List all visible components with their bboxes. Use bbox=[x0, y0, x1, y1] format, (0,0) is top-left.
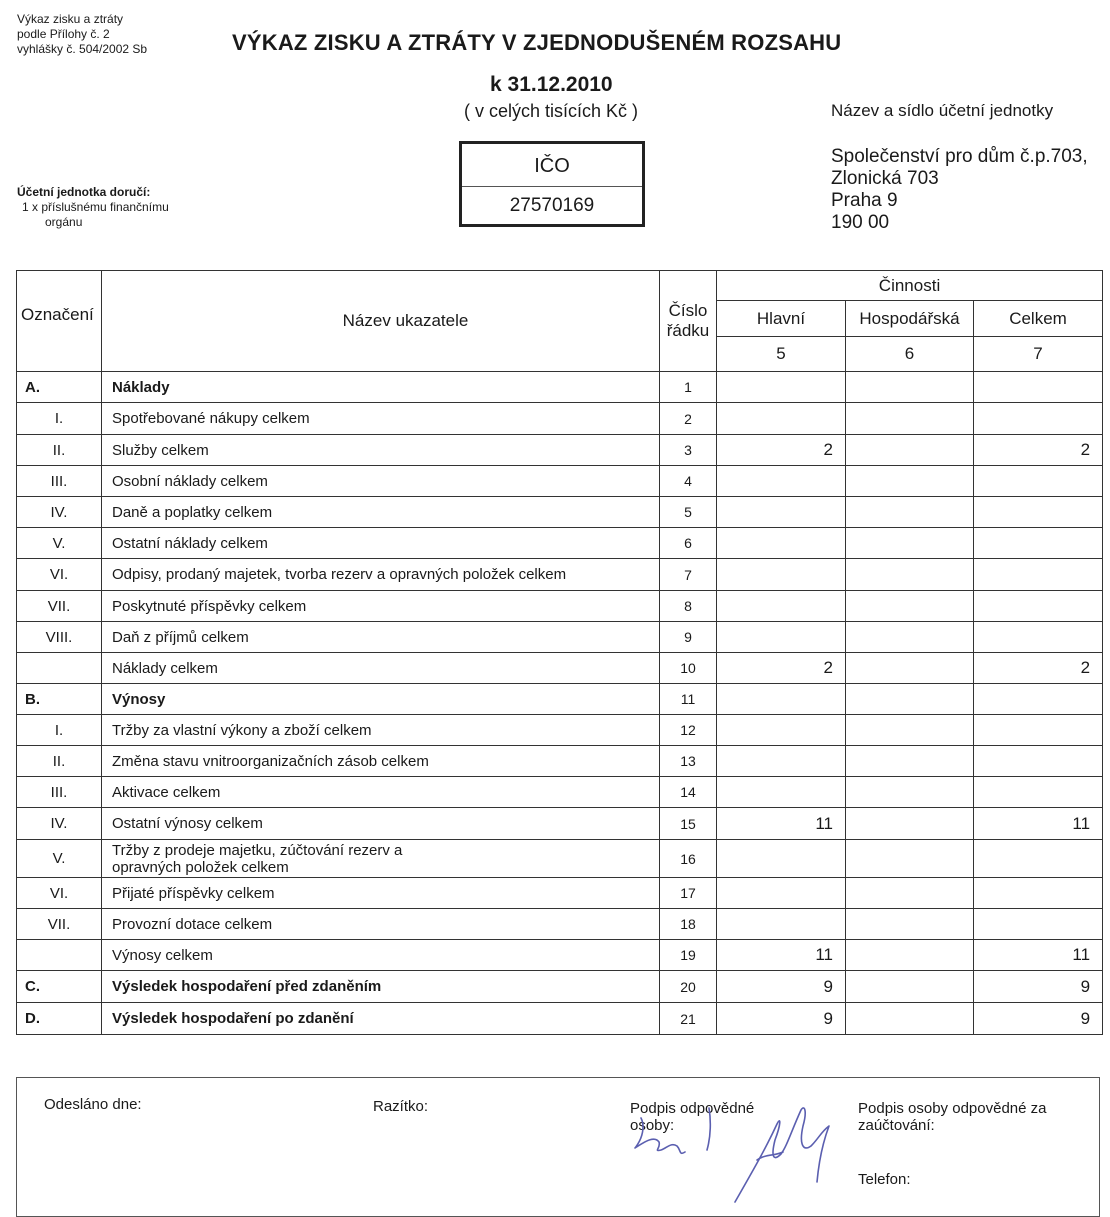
form-reference-line: Výkaz zisku a ztráty bbox=[17, 12, 124, 26]
header-hospodarska: Hospodářská bbox=[846, 301, 974, 337]
stamp-label: Razítko: bbox=[373, 1098, 429, 1115]
row-value-hlavni bbox=[717, 559, 846, 591]
ico-label: IČO bbox=[462, 144, 642, 187]
row-value-hlavni bbox=[717, 466, 846, 497]
row-value-celkem bbox=[974, 684, 1103, 715]
row-number: 12 bbox=[660, 715, 717, 746]
entity-line: 190 00 bbox=[831, 212, 890, 233]
table-row bbox=[17, 715, 1103, 746]
row-value-hlavni: 9 bbox=[717, 1003, 846, 1035]
row-oznaceni: III. bbox=[17, 777, 102, 808]
row-number: 13 bbox=[660, 746, 717, 777]
row-value-hospodarska bbox=[846, 591, 974, 622]
row-value-celkem: 11 bbox=[974, 808, 1103, 840]
header-col-7: 7 bbox=[974, 337, 1103, 372]
header-hlavni: Hlavní bbox=[717, 301, 846, 337]
delivery-line: orgánu bbox=[45, 215, 83, 229]
row-oznaceni: VIII. bbox=[17, 622, 102, 653]
row-value-hospodarska bbox=[846, 1003, 974, 1035]
row-value-celkem bbox=[974, 372, 1103, 403]
row-value-celkem bbox=[974, 403, 1103, 435]
signature-stroke bbox=[707, 1108, 710, 1150]
form-reference bbox=[17, 12, 147, 57]
row-number: 8 bbox=[660, 591, 717, 622]
row-value-hospodarska bbox=[846, 746, 974, 777]
table-row bbox=[17, 372, 1103, 403]
row-number: 10 bbox=[660, 653, 717, 684]
row-value-celkem: 2 bbox=[974, 653, 1103, 684]
table-row bbox=[17, 1003, 1103, 1035]
row-value-celkem bbox=[974, 466, 1103, 497]
header-nazev: Název ukazatele bbox=[102, 271, 660, 372]
row-value-hospodarska bbox=[846, 403, 974, 435]
table-row bbox=[17, 971, 1103, 1003]
row-value-hospodarska bbox=[846, 878, 974, 909]
row-value-hlavni bbox=[717, 684, 846, 715]
row-value-celkem bbox=[974, 746, 1103, 777]
row-name: Daně a poplatky celkem bbox=[102, 497, 660, 528]
row-name: Výsledek hospodaření po zdanění bbox=[102, 1003, 660, 1035]
row-value-hospodarska bbox=[846, 940, 974, 971]
table-row bbox=[17, 653, 1103, 684]
row-number: 19 bbox=[660, 940, 717, 971]
row-value-celkem: 2 bbox=[974, 435, 1103, 466]
row-name: Výnosy celkem bbox=[102, 940, 660, 971]
header-celkem: Celkem bbox=[974, 301, 1103, 337]
row-value-celkem bbox=[974, 591, 1103, 622]
entity-address bbox=[831, 146, 1088, 234]
row-number: 21 bbox=[660, 1003, 717, 1035]
row-name: Změna stavu vnitroorganizačních zásob celkem bbox=[102, 746, 660, 777]
handwritten-signature bbox=[605, 1090, 845, 1208]
row-name: Výnosy bbox=[102, 684, 660, 715]
header-cislo-radku: Číslo řádku bbox=[660, 271, 717, 372]
form-reference-line: podle Přílohy č. 2 bbox=[17, 27, 110, 41]
document-title: VÝKAZ ZISKU A ZTRÁTY V ZJEDNODUŠENÉM ROZSAHU bbox=[232, 30, 842, 55]
table-row bbox=[17, 591, 1103, 622]
row-oznaceni: VII. bbox=[17, 591, 102, 622]
row-number: 2 bbox=[660, 403, 717, 435]
row-number: 6 bbox=[660, 528, 717, 559]
row-value-celkem bbox=[974, 528, 1103, 559]
row-name: Přijaté příspěvky celkem bbox=[102, 878, 660, 909]
table-row bbox=[17, 808, 1103, 840]
row-name: Odpisy, prodaný majetek, tvorba rezerv a opravných položek celkem bbox=[102, 559, 660, 591]
table-row bbox=[17, 684, 1103, 715]
row-value-celkem: 11 bbox=[974, 940, 1103, 971]
signature-section bbox=[16, 1077, 1100, 1217]
header-col-5: 5 bbox=[717, 337, 846, 372]
accounting-signature-label: Podpis osoby odpovědné za zaúčtování: bbox=[858, 1100, 1047, 1134]
responsible-signature-label: Podpis odpovědné osoby: bbox=[630, 1100, 755, 1134]
entity-line: Zlonická 703 bbox=[831, 168, 939, 189]
row-oznaceni: A. bbox=[17, 372, 102, 403]
row-value-celkem bbox=[974, 497, 1103, 528]
table-row bbox=[17, 909, 1103, 940]
row-value-celkem bbox=[974, 840, 1103, 878]
row-value-celkem bbox=[974, 878, 1103, 909]
row-oznaceni: IV. bbox=[17, 808, 102, 840]
row-value-hospodarska bbox=[846, 653, 974, 684]
row-name: Služby celkem bbox=[102, 435, 660, 466]
row-number: 16 bbox=[660, 840, 717, 878]
row-name: Aktivace celkem bbox=[102, 777, 660, 808]
row-oznaceni: II. bbox=[17, 435, 102, 466]
row-oznaceni: C. bbox=[17, 971, 102, 1003]
row-value-hospodarska bbox=[846, 808, 974, 840]
signature-stroke bbox=[635, 1118, 685, 1153]
row-number: 4 bbox=[660, 466, 717, 497]
row-oznaceni: III. bbox=[17, 466, 102, 497]
row-value-celkem bbox=[974, 622, 1103, 653]
table-row bbox=[17, 622, 1103, 653]
delivery-heading: Účetní jednotka doručí: bbox=[17, 185, 151, 199]
form-reference-line: vyhlášky č. 504/2002 Sb bbox=[17, 42, 148, 56]
row-value-hlavni bbox=[717, 878, 846, 909]
row-name: Výsledek hospodaření před zdaněním bbox=[102, 971, 660, 1003]
row-value-hlavni bbox=[717, 840, 846, 878]
unit-note: ( v celých tisících Kč ) bbox=[464, 101, 639, 121]
row-value-hospodarska bbox=[846, 559, 974, 591]
row-oznaceni: V. bbox=[17, 840, 102, 878]
table-row bbox=[17, 840, 1103, 878]
row-name: Daň z příjmů celkem bbox=[102, 622, 660, 653]
row-value-hlavni bbox=[717, 746, 846, 777]
row-oznaceni bbox=[17, 940, 102, 971]
ico-value: 27570169 bbox=[509, 195, 595, 216]
header-oznaceni: Označení bbox=[17, 271, 102, 372]
row-name: Ostatní výnosy celkem bbox=[102, 808, 660, 840]
row-name: Tržby z prodeje majetku, zúčtování rezerv a opravných položek celkem bbox=[102, 840, 660, 878]
ico-box bbox=[459, 141, 645, 227]
row-value-hospodarska bbox=[846, 971, 974, 1003]
row-name: Náklady celkem bbox=[102, 653, 660, 684]
row-number: 18 bbox=[660, 909, 717, 940]
row-name: Tržby za vlastní výkony a zboží celkem bbox=[102, 715, 660, 746]
header-col-6: 6 bbox=[846, 337, 974, 372]
row-value-hospodarska bbox=[846, 435, 974, 466]
row-value-hlavni bbox=[717, 528, 846, 559]
row-value-celkem bbox=[974, 559, 1103, 591]
table-row bbox=[17, 777, 1103, 808]
row-value-hlavni bbox=[717, 403, 846, 435]
row-value-hospodarska bbox=[846, 777, 974, 808]
row-oznaceni: VII. bbox=[17, 909, 102, 940]
row-value-hlavni bbox=[717, 591, 846, 622]
row-oznaceni: I. bbox=[17, 403, 102, 435]
row-value-hlavni: 2 bbox=[717, 653, 846, 684]
row-name: Osobní náklady celkem bbox=[102, 466, 660, 497]
delivery-line: 1 x příslušnému finančnímu bbox=[22, 200, 169, 214]
table-row bbox=[17, 559, 1103, 591]
row-number: 9 bbox=[660, 622, 717, 653]
table-row bbox=[17, 435, 1103, 466]
row-value-hlavni: 11 bbox=[717, 940, 846, 971]
row-name: Poskytnuté příspěvky celkem bbox=[102, 591, 660, 622]
row-value-hospodarska bbox=[846, 715, 974, 746]
row-name: Spotřebované nákupy celkem bbox=[102, 403, 660, 435]
signature-stroke bbox=[735, 1108, 829, 1202]
row-value-hospodarska bbox=[846, 622, 974, 653]
row-value-celkem bbox=[974, 909, 1103, 940]
row-number: 5 bbox=[660, 497, 717, 528]
row-value-celkem: 9 bbox=[974, 971, 1103, 1003]
row-number: 1 bbox=[660, 372, 717, 403]
row-name: Ostatní náklady celkem bbox=[102, 528, 660, 559]
entity-line: Společenství pro dům č.p.703, bbox=[831, 146, 1088, 167]
row-value-hlavni bbox=[717, 777, 846, 808]
row-value-hospodarska bbox=[846, 372, 974, 403]
row-name: Provozní dotace celkem bbox=[102, 909, 660, 940]
delivery-note bbox=[17, 185, 169, 230]
row-value-celkem bbox=[974, 715, 1103, 746]
row-oznaceni: VI. bbox=[17, 878, 102, 909]
entity-line: Praha 9 bbox=[831, 190, 898, 211]
sent-date-label: Odesláno dne: bbox=[44, 1096, 142, 1113]
table-row bbox=[17, 528, 1103, 559]
row-oznaceni: IV. bbox=[17, 497, 102, 528]
row-value-hospodarska bbox=[846, 528, 974, 559]
row-value-hlavni: 9 bbox=[717, 971, 846, 1003]
row-value-hospodarska bbox=[846, 840, 974, 878]
row-number: 11 bbox=[660, 684, 717, 715]
row-number: 20 bbox=[660, 971, 717, 1003]
table-row bbox=[17, 878, 1103, 909]
row-oznaceni: B. bbox=[17, 684, 102, 715]
row-value-hospodarska bbox=[846, 466, 974, 497]
row-oznaceni bbox=[17, 653, 102, 684]
table-row bbox=[17, 466, 1103, 497]
table-row bbox=[17, 403, 1103, 435]
table-row bbox=[17, 497, 1103, 528]
row-value-hospodarska bbox=[846, 497, 974, 528]
row-name: Náklady bbox=[102, 372, 660, 403]
row-value-hlavni bbox=[717, 622, 846, 653]
table-row bbox=[17, 746, 1103, 777]
row-value-hlavni bbox=[717, 372, 846, 403]
row-value-hlavni bbox=[717, 909, 846, 940]
row-number: 14 bbox=[660, 777, 717, 808]
phone-label: Telefon: bbox=[858, 1171, 911, 1188]
row-value-celkem bbox=[974, 777, 1103, 808]
row-number: 7 bbox=[660, 559, 717, 591]
table-row bbox=[17, 940, 1103, 971]
row-value-hlavni bbox=[717, 497, 846, 528]
row-oznaceni: II. bbox=[17, 746, 102, 777]
row-value-hospodarska bbox=[846, 684, 974, 715]
row-value-hlavni: 11 bbox=[717, 808, 846, 840]
income-statement-table bbox=[16, 270, 1103, 1035]
row-oznaceni: I. bbox=[17, 715, 102, 746]
row-oznaceni: VI. bbox=[17, 559, 102, 591]
row-value-hlavni: 2 bbox=[717, 435, 846, 466]
report-date: k 31.12.2010 bbox=[490, 73, 613, 96]
row-value-hlavni bbox=[717, 715, 846, 746]
row-number: 17 bbox=[660, 878, 717, 909]
row-oznaceni: V. bbox=[17, 528, 102, 559]
row-number: 3 bbox=[660, 435, 717, 466]
row-number: 15 bbox=[660, 808, 717, 840]
entity-heading: Název a sídlo účetní jednotky bbox=[831, 101, 1054, 120]
row-value-hospodarska bbox=[846, 909, 974, 940]
row-oznaceni: D. bbox=[17, 1003, 102, 1035]
header-cinnosti: Činnosti bbox=[717, 271, 1103, 301]
row-value-celkem: 9 bbox=[974, 1003, 1103, 1035]
